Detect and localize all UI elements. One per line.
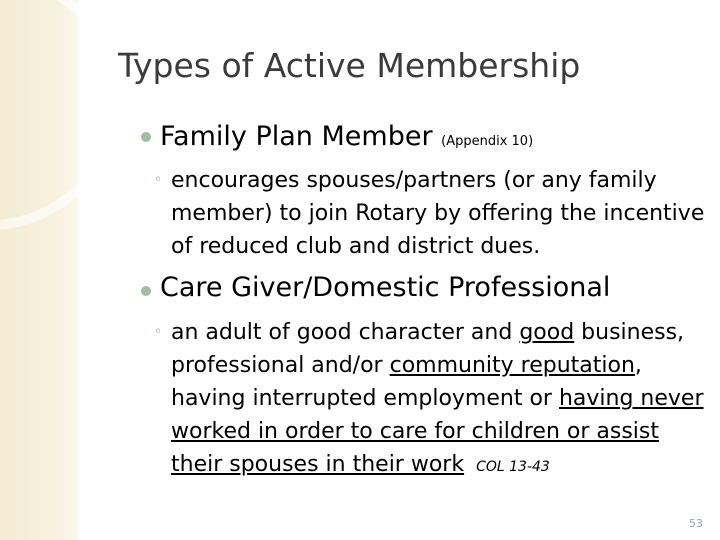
page-number: 53 [689,517,703,530]
decorative-sidebar [0,0,78,540]
desc-part: , having interrupted employment or [171,353,642,411]
family-plan-heading: Family Plan Member [160,121,433,152]
bullet-dot [141,286,151,296]
underlined-term: having never worked in order to care for children or assist their spouses in their work [171,386,704,477]
citation: COL 13-43 [476,459,550,475]
slide-title: Types of Active Membership [118,46,581,85]
underlined-term: community reputation [389,353,635,378]
bullet-dot [141,132,151,142]
desc-part: business, professional and/or [171,320,685,378]
appendix-note: (Appendix 10) [441,134,534,149]
care-giver-heading: Care Giver/Domestic Professional [160,272,611,303]
family-plan-description: encourages spouses/partners (or any family member) to join Rotary by offering the incentive of reduced club and district dues. [171,168,705,259]
underlined-term: good [519,320,575,345]
desc-part: an adult of good character and [171,320,520,345]
sub-bullet-icon: ◦ [154,324,163,340]
sub-bullet-icon: ◦ [154,172,163,188]
item-heading [160,121,533,152]
care-giver-description [171,316,711,484]
decorative-arc [0,0,120,230]
